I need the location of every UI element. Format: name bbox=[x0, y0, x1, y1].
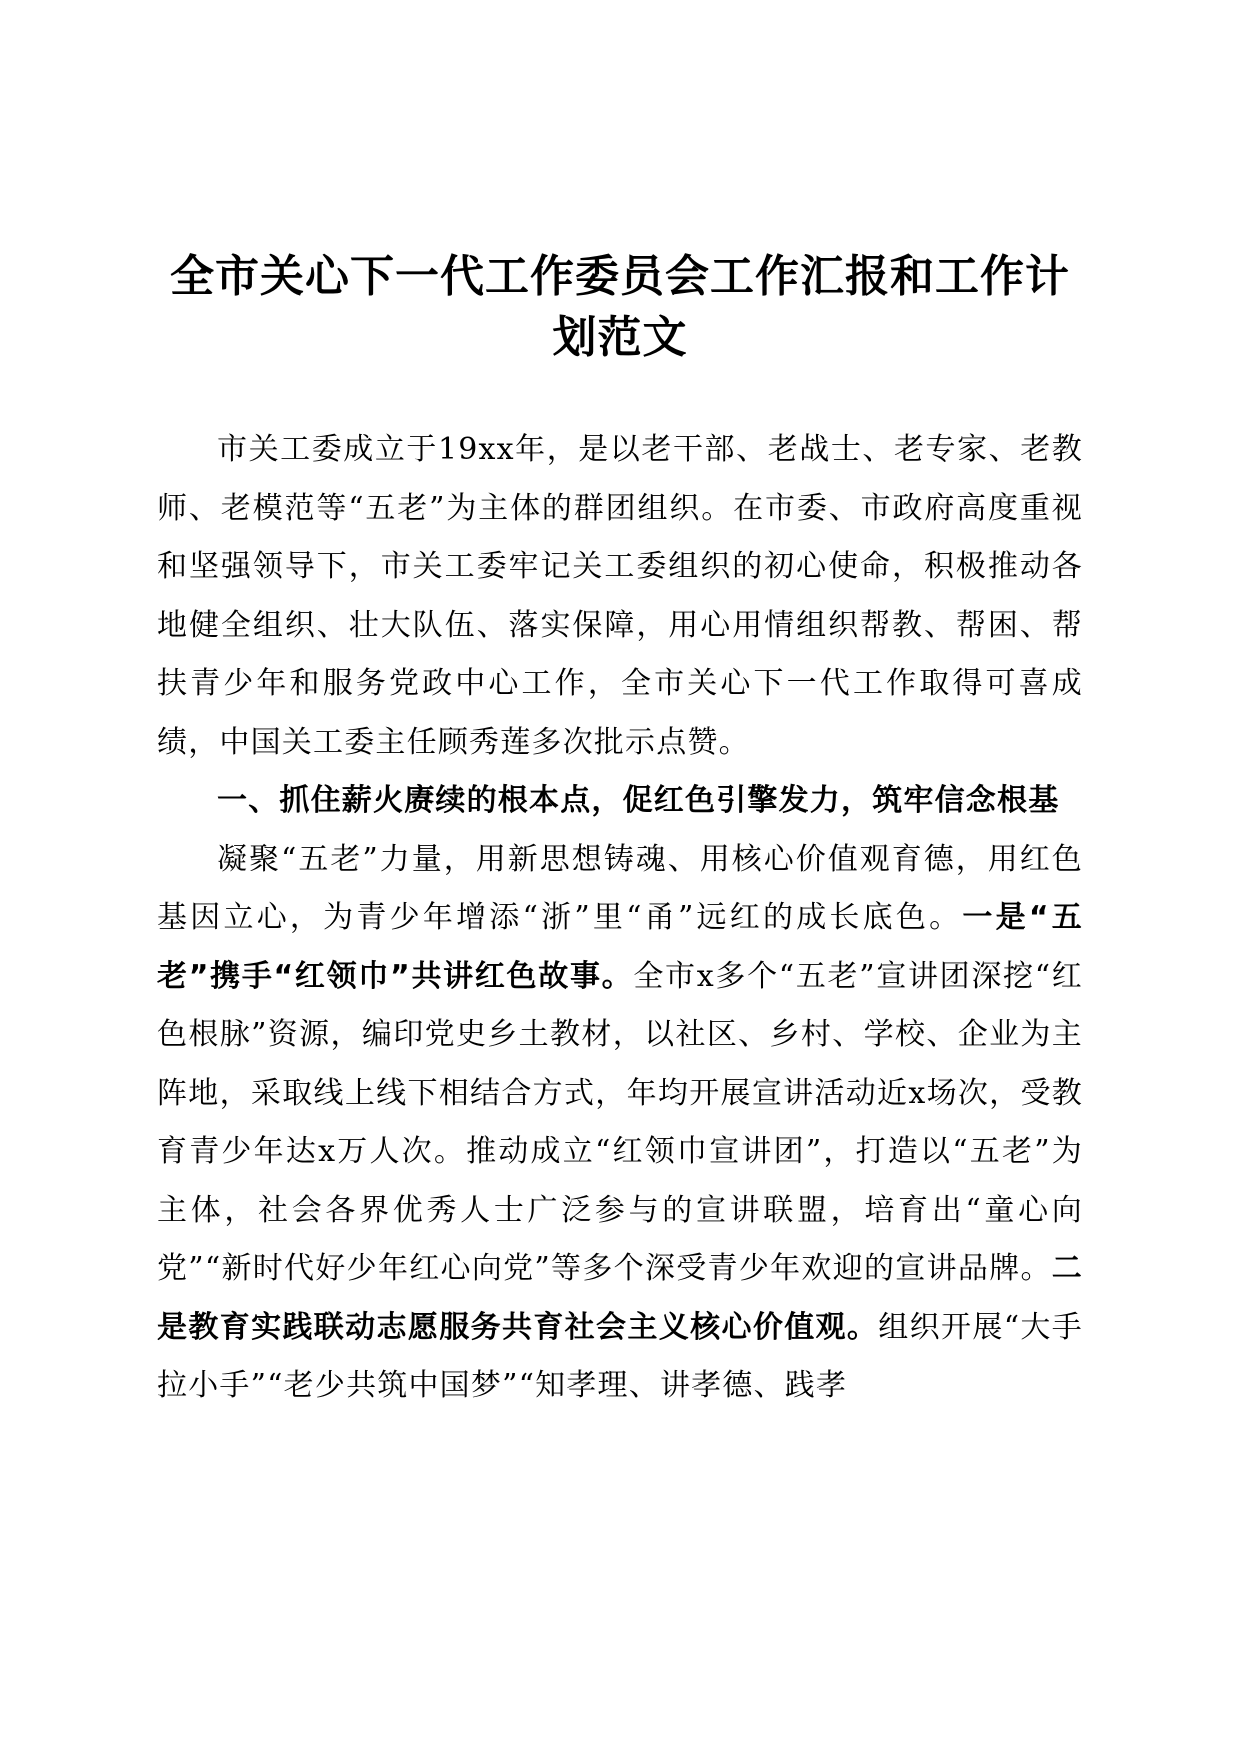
paragraph-text: 全市x多个“五老”宣讲团深挖“红色根脉”资源，编印党史乡土教材，以社区、乡村、学校、企业为主阵地，采取线上线下相结合方式，年均开展宣讲活动近x场次，受教育青少年达x万人次。推动成立“红领巾宣讲团”，打造以“五老”为主体，社会各界优秀人士广泛参与的宣讲联盟，培育出“童心向党”“新时代好少年红心向党”等多个深受青少年欢迎的宣讲品牌。 bbox=[157, 958, 1083, 1286]
point-two-heading: 二是教育实践联动志愿服务共育社会主义核心价值观。 bbox=[157, 1251, 1083, 1345]
point-one-heading: 一是“五老”携手“红领巾”共讲红色故事。 bbox=[157, 900, 1083, 994]
document-title: 全市关心下一代工作委员会工作汇报和工作计划范文 bbox=[170, 251, 1070, 363]
intro-paragraph: 市关工委成立于19xx年，是以老干部、老战士、老专家、老教师、老模范等“五老”为主体的群团组织。在市委、市政府高度重视和坚强领导下，市关工委牢记关工委组织的初心使命，积极推动各地健全组织、壮大队伍、落实保障，用心用情组织帮教、帮困、帮扶青少年和服务党政中心工作，全市关心下一代工作取得可喜成绩，中国关工委主任顾秀莲多次批示点赞。 bbox=[157, 432, 1083, 760]
paragraph-text: 凝聚“五老”力量，用新思想铸魂、用核心价值观育德，用红色基因立心，为青少年增添“浙”里“甬”远红的成长底色。 bbox=[157, 841, 1083, 935]
section-heading: 一、抓住薪火赓续的根本点，促红色引擎发力，筑牢信念根基 bbox=[217, 783, 1060, 818]
document-body bbox=[157, 421, 1083, 1416]
section-paragraph bbox=[157, 831, 1083, 1416]
paragraph-text: 组织开展“大手拉小手”“老少共筑中国梦”“知孝理、讲孝德、践孝 bbox=[157, 1309, 1083, 1403]
